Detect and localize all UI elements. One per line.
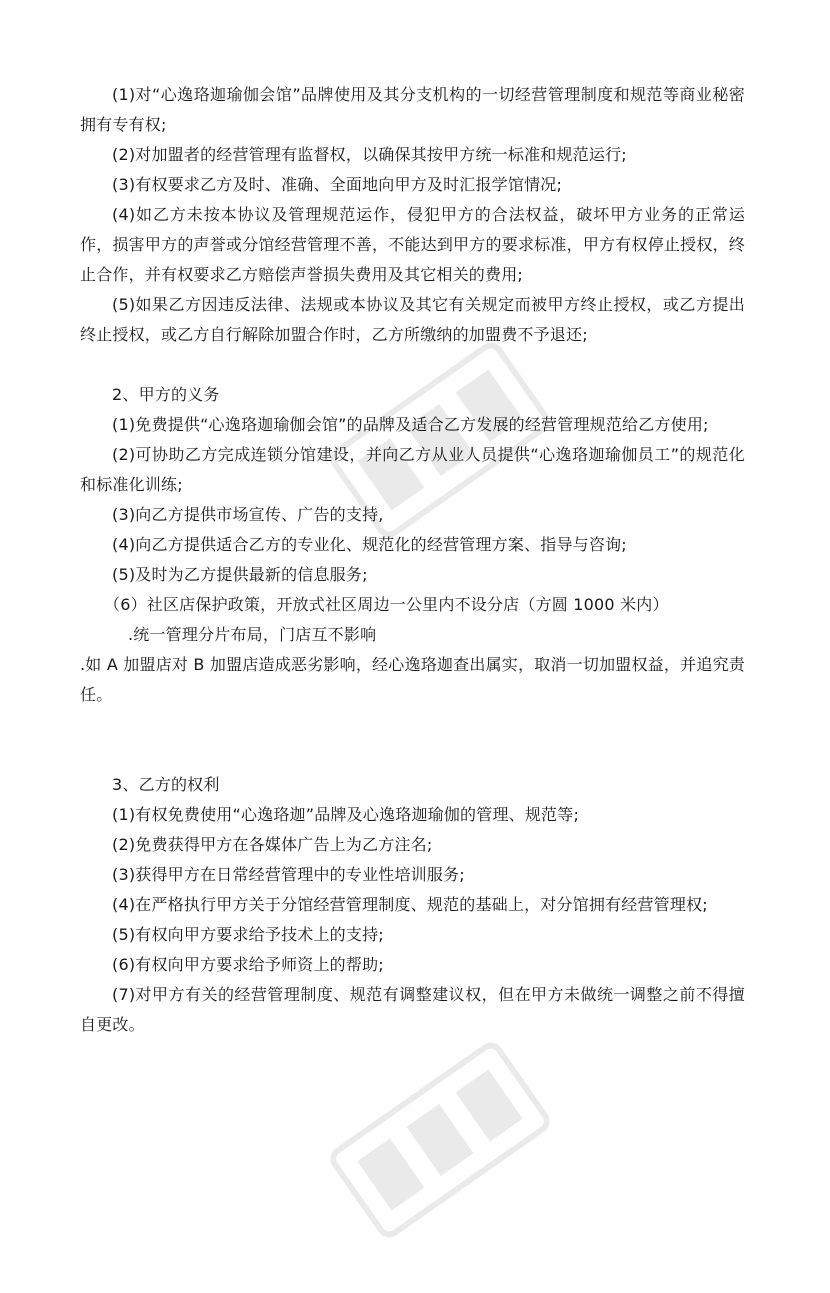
paragraph: (1)免费提供“心逸珞迦瑜伽会馆”的品牌及适合乙方发展的经营管理规范给乙方使用; [112, 415, 709, 434]
paragraph: (4)如乙方未按本协议及管理规范运作，侵犯甲方的合法权益，破坏甲方业务的正常运作，损害甲方的声誉或分馆经营管理不善，不能达到甲方的要求标准，甲方有权停止授权，终止合作，并有权要求乙方赔偿声誉损失费用及其它相关的费用; [80, 205, 745, 284]
spacer [80, 350, 745, 380]
paragraph: (3)获得甲方在日常经营管理中的专业性培训服务; [112, 865, 465, 884]
paragraph: (3)向乙方提供市场宣传、广告的支持, [112, 505, 384, 524]
paragraph: (5)及时为乙方提供最新的信息服务; [112, 565, 368, 584]
paragraph: (2)可协助乙方完成连锁分馆建设，并向乙方从业人员提供“心逸珞迦瑜伽员工”的规范化和标准化训练; [80, 445, 745, 494]
paragraph: (6)有权向甲方要求给予师资上的帮助; [112, 955, 384, 974]
paragraph: (4)向乙方提供适合乙方的专业化、规范化的经营管理方案、指导与咨询; [112, 535, 627, 554]
spacer [80, 710, 745, 770]
paragraph: (1)对“心逸珞迦瑜伽会馆”品牌使用及其分支机构的一切经营管理制度和规范等商业秘密拥有专有权; [80, 85, 745, 134]
paragraph: (7)对甲方有关的经营管理制度、规范有调整建议权，但在甲方未做统一调整之前不得擅自更改。 [80, 985, 745, 1034]
paragraph: (2)免费获得甲方在各媒体广告上为乙方注名; [112, 835, 433, 854]
paragraph: （6）社区店保护政策，开放式社区周边一公里内不设分店（方圆 1000 米内） [104, 595, 669, 614]
document-body [80, 80, 745, 1040]
paragraph: (5)有权向甲方要求给予技术上的支持; [112, 925, 384, 944]
section-heading: 3、乙方的权利 [112, 775, 220, 794]
paragraph: (5)如果乙方因违反法律、法规或本协议及其它有关规定而被甲方终止授权，或乙方提出终止授权，或乙方自行解除加盟合作时，乙方所缴纳的加盟费不予退还; [80, 295, 745, 344]
section-heading: 2、甲方的义务 [112, 385, 220, 404]
paragraph: (4)在严格执行甲方关于分馆经营管理制度、规范的基础上，对分馆拥有经营管理权; [112, 895, 708, 914]
paragraph: .如 A 加盟店对 B 加盟店造成恶劣影响，经心逸珞迦查出属实，取消一切加盟权益，并追究责任。 [80, 655, 745, 704]
paragraph: (1)有权免费使用“心逸珞迦”品牌及心逸珞迦瑜伽的管理、规范等; [112, 805, 580, 824]
paragraph: (2)对加盟者的经营管理有监督权，以确保其按甲方统一标准和规范运行; [112, 145, 627, 164]
paragraph: (3)有权要求乙方及时、准确、全面地向甲方及时汇报学馆情况; [112, 175, 563, 194]
paragraph: .统一管理分片布局，门店互不影响 [128, 625, 377, 644]
